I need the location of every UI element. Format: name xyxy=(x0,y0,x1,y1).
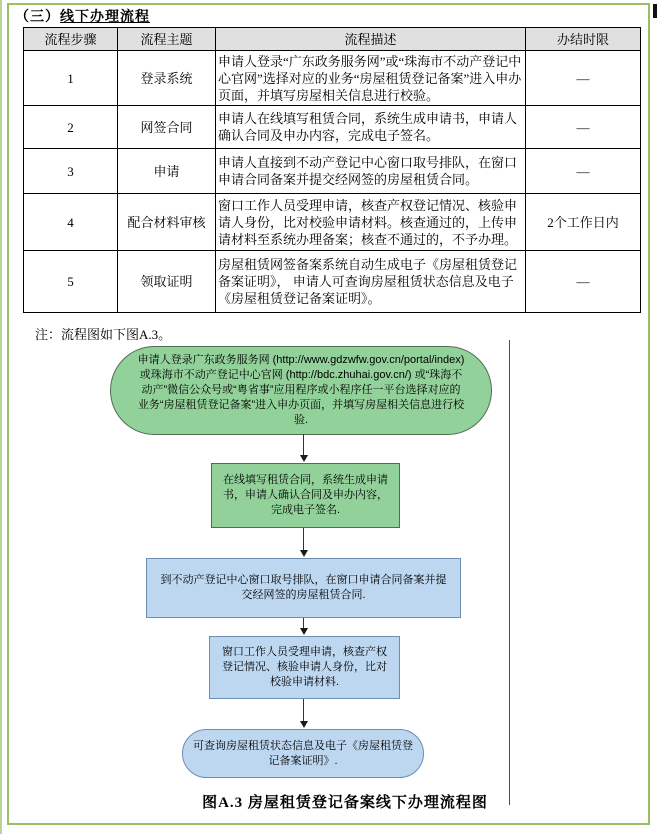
section-title-text: 线下办理流程 xyxy=(60,10,150,25)
table-row xyxy=(24,51,641,106)
cell-topic: 配合材料审核 xyxy=(118,194,216,251)
flow-node-sign-contract: 在线填写租赁合同，系统生成申请书，申请人确认合同及申办内容，完成电子签名. xyxy=(211,463,400,528)
cell-time-limit: — xyxy=(526,251,641,313)
cell-time-limit: — xyxy=(526,51,641,106)
cell-time-limit: — xyxy=(526,149,641,194)
header-description: 流程描述 xyxy=(216,28,526,51)
cell-topic: 领取证明 xyxy=(118,251,216,313)
cell-step: 4 xyxy=(24,194,118,251)
figure-note: 注：流程图如下图A.3。 xyxy=(35,327,172,342)
cell-time-limit: — xyxy=(526,106,641,149)
arrow-down-icon xyxy=(300,550,308,557)
cell-step: 2 xyxy=(24,106,118,149)
table-row xyxy=(24,106,641,149)
process-table xyxy=(23,27,641,313)
header-time-limit: 办结时限 xyxy=(526,28,641,51)
flow-node-review: 窗口工作人员受理申请，核查产权登记情况、核验申请人身份，比对校验申请材料. xyxy=(209,636,400,699)
flow-connector xyxy=(303,699,304,721)
table-row xyxy=(24,251,641,313)
table-row xyxy=(24,194,641,251)
cell-description: 申请人在线填写租赁合同，系统生成申请书，申请人确认合同及申办内容，完成电子签名。 xyxy=(216,106,526,149)
cell-topic: 网签合同 xyxy=(118,106,216,149)
header-step: 流程步骤 xyxy=(24,28,118,51)
cell-description: 窗口工作人员受理申请，核查产权登记情况、核验申请人身份，比对校验申请材料。核查通过的，上传申请材料至系统办理备案；核查不通过的，不予办理。 xyxy=(216,194,526,251)
cell-step: 1 xyxy=(24,51,118,106)
arrow-down-icon xyxy=(300,721,308,728)
flow-connector xyxy=(303,528,304,550)
cell-step: 5 xyxy=(24,251,118,313)
cell-description: 房屋租赁网签备案系统自动生成电子《房屋租赁登记备案证明》， 申请人可查询房屋租赁状态信息及电子《房屋租赁登记备案证明》。 xyxy=(216,251,526,313)
flow-connector xyxy=(303,618,304,628)
cell-time-limit: 2个工作日内 xyxy=(526,194,641,251)
arrow-down-icon xyxy=(300,628,308,635)
flow-node-window-apply: 到不动产登记中心窗口取号排队，在窗口申请合同备案并提交经网签的房屋租赁合同. xyxy=(146,558,461,618)
flow-node-query-certificate: 可查询房屋租赁状态信息及电子《房屋租赁登记备案证明》. xyxy=(182,729,424,778)
flow-node-login: 申请人登录广东政务服务网 (http://www.gdzwfw.gov.cn/portal/index) 或珠海市不动产登记中心官网 (http://bdc.zhuhai.gov.cn/) 或“珠海不动产”微信公众号或“粤省事”应用程序或小程序任一平台选择对应的业务“房屋租赁登记备案”进入申办页面，并填写房屋相关信息进行校验. xyxy=(110,346,492,435)
top-right-black-mark xyxy=(653,4,657,18)
cell-topic: 登录系统 xyxy=(118,51,216,106)
table-row xyxy=(24,149,641,194)
header-topic: 流程主题 xyxy=(118,28,216,51)
section-title-number: （三） xyxy=(15,10,60,25)
cell-step: 3 xyxy=(24,149,118,194)
page-left-edge-line xyxy=(0,0,2,834)
cell-description: 申请人登录“广东政务服务网”或“珠海市不动产登记中心官网”选择对应的业务“房屋租赁登记备案”进入申办页面，并填写房屋相关信息进行校验。 xyxy=(216,51,526,106)
arrow-down-icon xyxy=(300,455,308,462)
cell-topic: 申请 xyxy=(118,149,216,194)
section-title xyxy=(15,6,150,26)
table-header-row xyxy=(24,28,641,51)
cell-description: 申请人直接到不动产登记中心窗口取号排队，在窗口申请合同备案并提交经网签的房屋租赁合同。 xyxy=(216,149,526,194)
figure-caption: 图A.3 房屋租赁登记备案线下办理流程图 xyxy=(202,795,488,811)
flow-connector xyxy=(303,434,304,455)
flowchart-right-rule-line xyxy=(509,340,510,805)
